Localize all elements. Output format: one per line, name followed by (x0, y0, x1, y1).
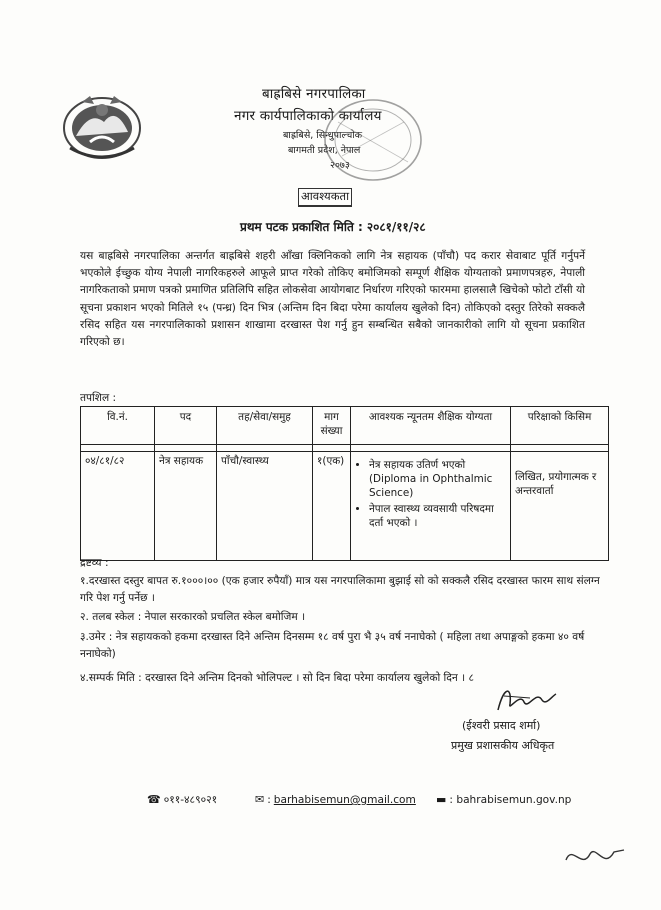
handwritten-signature (490, 682, 560, 716)
cell-level: पाँचौ/स्वास्थ्य (217, 452, 313, 561)
note-item: २. तलब स्केल : नेपाल सरकारको प्रचलित स्केल बमोजिम । (80, 611, 306, 623)
note-item: ३.उमेर : नेत्र सहायकको हकमा दरखास्त दिने अन्तिम दिनसम्म १८ वर्ष पुरा भै ३५ वर्ष ननाघेको ( महिला तथा अपाङ्गको हकमा ४० वर्ष ननाघेको) (80, 631, 585, 660)
header-qualification: आवश्यक न्यूनतम शैक्षिक योग्यता (351, 407, 511, 445)
notice-body: यस बाह्रबिसे नगरपालिका अन्तर्गत बाह्रबिसे शहरी आँखा क्लिनिकको लागि नेत्र सहायक (पाँचौ) पद करार सेवाबाट पूर्ति गर्नुपर्ने भएकोले ईच्छुक योग्य नेपाली नागरिकहरुले आफूले प्राप्त गरेको तोकिए बमोजिमको सम्पूर्ण शैक्षिक योग्यताको प्रमाणपत्रहरु, नेपाली नागरिकताको प्रमाण पत्रको प्रमाणित प्रतिलिपि सहित लोकसेवा आयोगबाट निर्धारण गरिएको फारममा हालसालै खिचेको फोटो टाँसी यो सूचना प्रकाशन भएको मितिले १५ (पन्ध्र) दिन भित्र (अन्तिम दिन बिदा परेमा कार्यालय खुलेको दिन) तोकिएको दस्तुर तिरेको सक्कलै रसिद सहित यस नगरपालिकाको प्रशासन शाखामा दरखास्त पेश गर्नु हुन सम्बन्धित सबैको जानकारीको लागि यो सूचना प्रकाशित गरिएको छ। (80, 250, 585, 349)
computer-icon: ▬ (436, 793, 447, 806)
cell-qualification (351, 452, 511, 561)
envelope-icon: ✉ (255, 793, 265, 806)
office-address: बाह्रबिसे, सिन्धुपाल्चोक (283, 130, 363, 141)
details-label: तपशिल : (80, 392, 117, 404)
office-name: नगर कार्यपालिकाको कार्यालय (234, 108, 382, 124)
phone-number: ०११-४८९०२१ (163, 794, 218, 806)
table-row (81, 452, 609, 561)
office-established-year: २०७३ (330, 160, 350, 171)
signatory-name: (ईश्वरी प्रसाद शर्मा) (462, 719, 541, 732)
cell-serial: ०४/८१/८२ (81, 452, 155, 561)
office-seal-stamp (318, 92, 428, 188)
note-item: ४.सम्पर्क मिति : दरखास्त दिने अन्तिम दिनको भोलिपल्ट । सो दिन बिदा परेमा कार्यालय खुलेको दिन । ८ (80, 672, 475, 684)
notes-label: द्रष्टव्य : (80, 557, 109, 569)
header-count: माग संख्या (313, 407, 351, 445)
list-item: • नेपाल स्वास्थ्य व्यवसायी परिषदमा दर्ता भएको । (369, 502, 506, 530)
cell-post: नेत्र सहायक (155, 452, 217, 561)
list-item: • नेत्र सहायक उतिर्ण भएको (Diploma in Ophthalmic Science) (369, 458, 506, 500)
office-province: बागमती प्रदेश, नेपाल (288, 145, 361, 156)
website-link[interactable]: : bahrabisemun.gov.np (449, 794, 572, 806)
vacancy-table (80, 406, 609, 561)
footer-website (436, 793, 571, 806)
publish-date: प्रथम पटक प्रकाशित मिति : २०८१/११/२८ (240, 220, 426, 234)
cell-count: १(एक) (313, 452, 351, 561)
table-header-row (81, 407, 609, 445)
nepal-emblem-icon (60, 92, 144, 162)
note-item: १.दरखास्त दस्तुर बापत रु.१०००।०० (एक हजार रुपैयाँ) मात्र यस नगरपालिकामा बुझाई सो को सक्कलै रसिद दरखास्त फारम साथ संलग्न गरि पेश गर्नु पर्नेछ । (80, 575, 600, 604)
header-serial: वि.नं. (81, 407, 155, 445)
header-post: पद (155, 407, 217, 445)
cell-exam-type: लिखित, प्रयोगात्मक र अन्तरवार्ता (511, 452, 609, 561)
header-level: तह/सेवा/समुह (217, 407, 313, 445)
signatory-title: प्रमुख प्रशासकीय अधिकृत (451, 739, 555, 752)
header-exam-type: परिक्षाको किसिम (511, 407, 609, 445)
qualification-list (355, 458, 506, 530)
footer-phone (147, 793, 217, 807)
email-link[interactable]: barhabisemun@gmail.com (273, 794, 416, 806)
notice-type-label: आवश्यकता (298, 188, 352, 207)
initials-mark (560, 840, 630, 876)
municipality-name: बाह्रबिसे नगरपालिका (262, 86, 366, 102)
telephone-icon: ☎ (147, 793, 161, 806)
footer-email: ✉ : barhabisemun@gmail.com (255, 793, 416, 806)
